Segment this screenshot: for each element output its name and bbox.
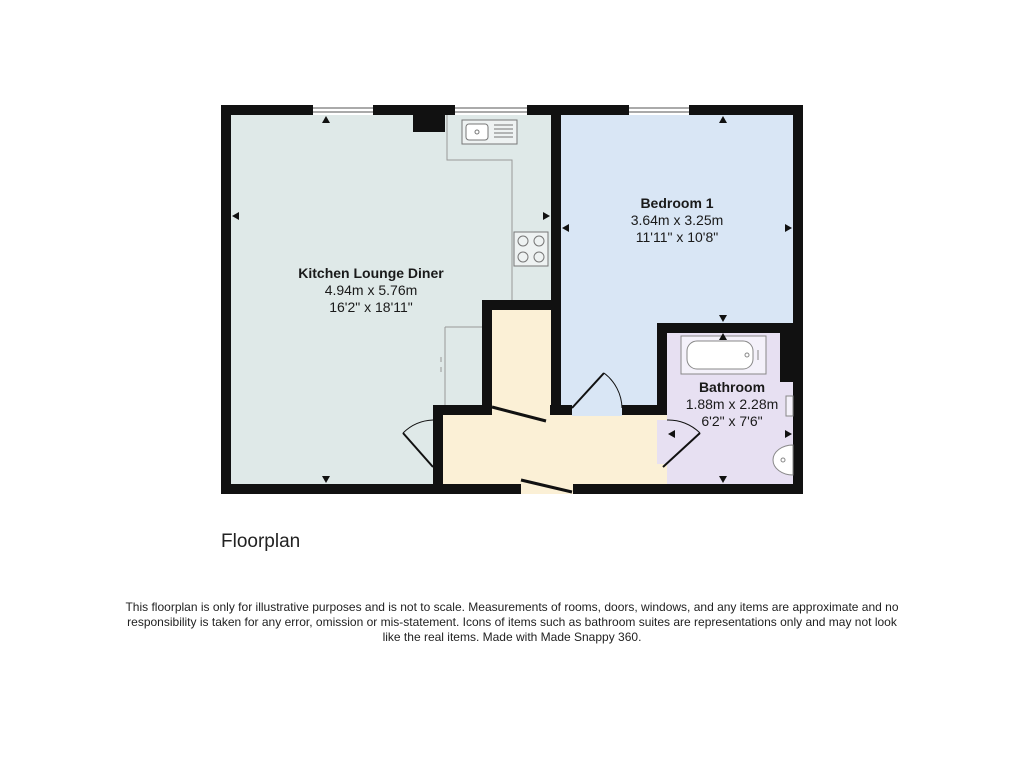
- room-name: Kitchen Lounge Diner: [298, 265, 444, 281]
- sink-icon: [462, 120, 517, 144]
- window-icon: [313, 105, 373, 115]
- room-name: Bedroom 1: [640, 195, 714, 211]
- storage-cupboard-floor: [492, 310, 551, 405]
- room-metric-dimensions: 1.88m x 2.28m: [685, 396, 779, 412]
- window-icon: [629, 105, 689, 115]
- floorplan-caption: Floorplan: [221, 531, 301, 552]
- room-imperial-dimensions: 16'2" x 18'11": [329, 299, 413, 315]
- toilet-icon: [786, 396, 793, 416]
- bath-icon: [681, 336, 766, 374]
- window-icon: [455, 105, 527, 115]
- hallway-floor: [443, 415, 667, 484]
- bedroom-floor-lower: [561, 323, 657, 405]
- room-imperial-dimensions: 6'2" x 7'6": [701, 413, 763, 429]
- room-metric-dimensions: 4.94m x 5.76m: [324, 282, 418, 298]
- disclaimer-text: This floorplan is only for illustrative purposes and is not to scale. Measurements of rooms, doors, windows, and any items are approximate and no responsibility is taken for any error, omission or mis-statement. Icons of items such as bathroom suites are representations only and may not look like the real items. Made with Made Snappy 360.: [125, 600, 899, 644]
- room-imperial-dimensions: 11'11" x 10'8": [635, 229, 719, 245]
- room-name: Bathroom: [698, 379, 766, 395]
- room-label-bedroom-1: [631, 195, 724, 245]
- room-metric-dimensions: 3.64m x 3.25m: [630, 212, 724, 228]
- hob-icon: [514, 232, 548, 266]
